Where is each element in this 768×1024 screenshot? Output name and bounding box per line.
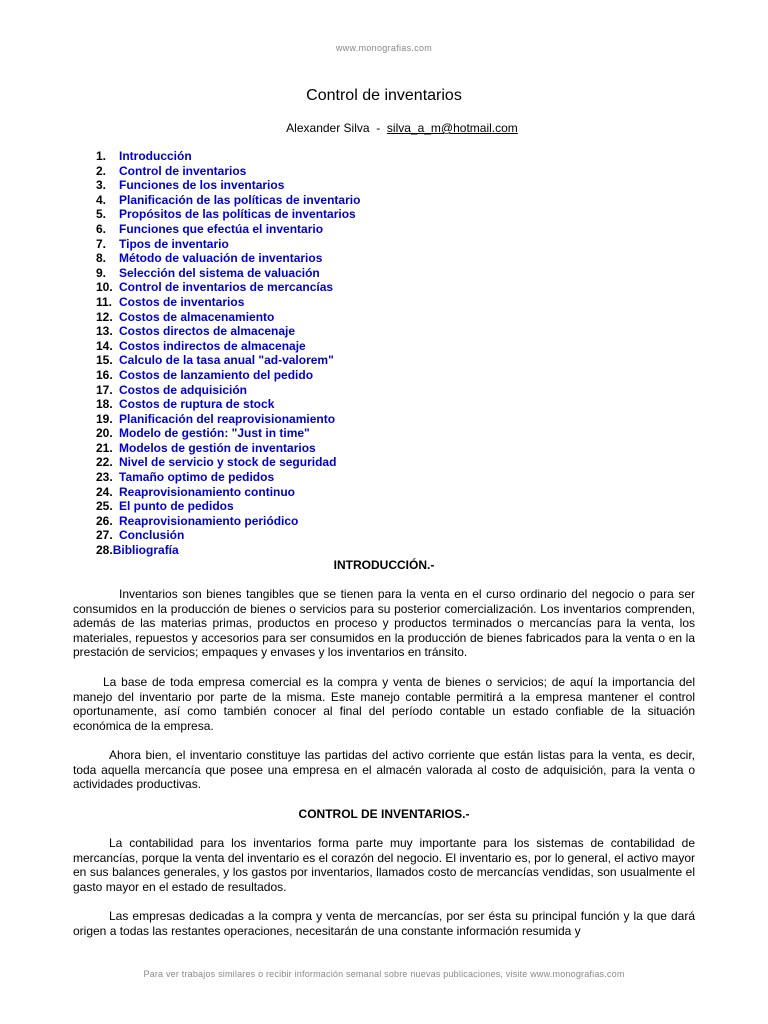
author-line	[0, 121, 768, 135]
toc-item	[96, 353, 360, 368]
toc-item-link[interactable]: Costos directos de almacenaje	[119, 324, 296, 339]
toc-item-number: 6.	[96, 221, 107, 236]
toc-item	[96, 441, 360, 456]
toc-item-number: 7.	[96, 236, 107, 251]
toc-item-link[interactable]: Reaprovisionamiento periódico	[119, 513, 299, 528]
toc-item-link[interactable]: Costos de almacenamiento	[119, 309, 275, 324]
author-name: Alexander Silva	[286, 121, 370, 135]
toc-item-link[interactable]: Funciones de los inventarios	[119, 178, 285, 193]
toc-item-link[interactable]: Tipos de inventario	[119, 236, 229, 251]
toc-item-link[interactable]: Control de inventarios de mercancías	[119, 280, 334, 295]
toc-item-link[interactable]: Funciones que efectúa el inventario	[119, 221, 324, 236]
toc-item	[96, 339, 360, 354]
toc-item-number: 8.	[96, 251, 107, 266]
toc-item-number: 15.	[96, 353, 113, 368]
toc-item-number: 2.	[96, 163, 107, 178]
toc-item-number: 23.	[96, 470, 113, 485]
intro-paragraph-3: Ahora bien, el inventario constituye las partidas del activo corriente que están listas para la venta, es decir, toda aquella mercancía que posee una empresa en el almacén valorada al costo de adquisición, para la venta o actividades productivas.	[73, 748, 695, 792]
toc-item	[96, 266, 360, 281]
toc-item	[96, 368, 360, 383]
author-email-link[interactable]: silva_a_m@hotmail.com	[386, 121, 518, 135]
intro-heading: INTRODUCCIÓN.-	[333, 558, 435, 572]
toc-item-link[interactable]: El punto de pedidos	[119, 499, 234, 514]
toc-item	[96, 324, 360, 339]
toc-item	[96, 485, 360, 500]
toc-item-link[interactable]: Bibliografía	[112, 543, 179, 558]
toc-item	[96, 295, 360, 310]
toc-item	[96, 514, 360, 529]
site-header: www.monografias.com	[335, 43, 433, 53]
toc-item	[96, 543, 360, 558]
control-heading: CONTROL DE INVENTARIOS.-	[298, 807, 470, 821]
toc-item-number: 13.	[96, 324, 113, 339]
toc-item	[96, 383, 360, 398]
toc-item	[96, 412, 360, 427]
toc-item-link[interactable]: Nivel de servicio y stock de seguridad	[119, 455, 337, 470]
toc-item-link[interactable]: Selección del sistema de valuación	[119, 265, 320, 280]
toc-item-link[interactable]: Método de valuación de inventarios	[119, 251, 323, 266]
toc-item	[96, 222, 360, 237]
toc-item-number: 26.	[96, 513, 113, 528]
toc-item-number: 1.	[96, 149, 107, 163]
intro-paragraph-1: Inventarios son bienes tangibles que se tienen para la venta en el curso ordinario del negocio o para ser consumidos en la producción de bienes o servicios para su posterior comercialización. Los inventarios comprenden, además de las materias primas, productos en proceso y productos terminados o mercancías para la venta, los materiales, repuestos y accesorios para ser consumidos en la producción de bienes fabricados para la venta o en la prestación de servicios; empaques y envases y los inventarios en tránsito.	[73, 587, 695, 660]
toc-item-number: 25.	[96, 499, 113, 514]
toc-item-link[interactable]: Modelo de gestión: "Just in time"	[119, 426, 310, 441]
toc-item-link[interactable]: Costos indirectos de almacenaje	[119, 338, 306, 353]
toc-item-number: 10.	[96, 280, 113, 295]
toc-item	[96, 426, 360, 441]
toc-item-link[interactable]: Conclusión	[119, 528, 185, 543]
toc-item-link[interactable]: Reaprovisionamiento continuo	[119, 484, 296, 499]
toc-item-number: 24.	[96, 484, 113, 499]
toc-item-number: 9.	[96, 265, 107, 280]
author-separator: -	[376, 121, 381, 135]
toc-item-link[interactable]: Introducción	[119, 149, 192, 163]
toc-item-number: 20.	[96, 426, 113, 441]
toc-item-link[interactable]: Planificación del reaprovisionamiento	[119, 411, 336, 426]
toc-item-link[interactable]: Costos de lanzamiento del pedido	[119, 367, 314, 382]
control-paragraph-2: Las empresas dedicadas a la compra y venta de mercancías, por ser ésta su principal función y la que dará origen a todas las restantes operaciones, necesitarán de una constante información resumida y	[73, 909, 695, 938]
toc-item	[96, 397, 360, 412]
toc-item	[96, 528, 360, 543]
toc-item	[96, 207, 360, 222]
toc-item	[96, 251, 360, 266]
toc-item-number: 11.	[96, 294, 113, 309]
document-title: Control de inventarios	[306, 87, 462, 104]
toc-item-number: 19.	[96, 411, 113, 426]
toc-item-link[interactable]: Costos de ruptura de stock	[119, 397, 275, 412]
page-footer: Para ver trabajos similares o recibir información semanal sobre nuevas publicaciones, visite www.monografias.com	[143, 969, 625, 979]
toc-item-link[interactable]: Modelos de gestión de inventarios	[119, 440, 316, 455]
toc-item-number: 28.	[96, 543, 113, 558]
toc-item-number: 22.	[96, 455, 113, 470]
toc-item	[96, 455, 360, 470]
toc-item	[96, 310, 360, 325]
toc-item-number: 27.	[96, 528, 113, 543]
toc-item	[96, 193, 360, 208]
toc-item	[96, 149, 360, 164]
toc-item-number: 3.	[96, 178, 107, 193]
toc-item-number: 12.	[96, 309, 113, 324]
toc-item-link[interactable]: Tamaño optimo de pedidos	[119, 470, 275, 485]
toc-item	[96, 178, 360, 193]
toc-item-number: 18.	[96, 397, 113, 412]
toc-item-number: 5.	[96, 207, 107, 222]
toc-item-number: 14.	[96, 338, 113, 353]
toc-item-link[interactable]: Propósitos de las políticas de inventarios	[119, 207, 356, 222]
toc-item-link[interactable]: Planificación de las políticas de inventario	[119, 192, 361, 207]
control-paragraph-1: La contabilidad para los inventarios forma parte muy importante para los sistemas de contabilidad de mercancías, porque la venta del inventario es el corazón del negocio. El inventario es, por lo general, el activo mayor en sus balances generales, y los gastos por inventarios, llamados costo de mercancías vendidas, son usualmente el gasto mayor en el estado de resultados.	[73, 836, 695, 894]
toc-item-link[interactable]: Calculo de la tasa anual "ad-valorem"	[119, 353, 334, 368]
toc-item-number: 16.	[96, 367, 113, 382]
toc-item-link[interactable]: Costos de adquisición	[119, 382, 248, 397]
toc-item	[96, 470, 360, 485]
toc-item-link[interactable]: Costos de inventarios	[119, 294, 245, 309]
toc-item-number: 4.	[96, 192, 107, 207]
toc-item-link[interactable]: Control de inventarios	[119, 163, 247, 178]
table-of-contents	[96, 149, 360, 558]
intro-paragraph-2: La base de toda empresa comercial es la compra y venta de bienes o servicios; de aquí la importancia del manejo del inventario por parte de la misma. Este manejo contable permitirá a la empresa mantener el control oportunamente, así como también conocer al final del período contable un estado confiable de la situación económica de la empresa.	[73, 675, 695, 733]
toc-item-number: 21.	[96, 440, 113, 455]
toc-item	[96, 280, 360, 295]
toc-item	[96, 237, 360, 252]
toc-item-number: 17.	[96, 382, 113, 397]
toc-item	[96, 499, 360, 514]
toc-item	[96, 164, 360, 179]
